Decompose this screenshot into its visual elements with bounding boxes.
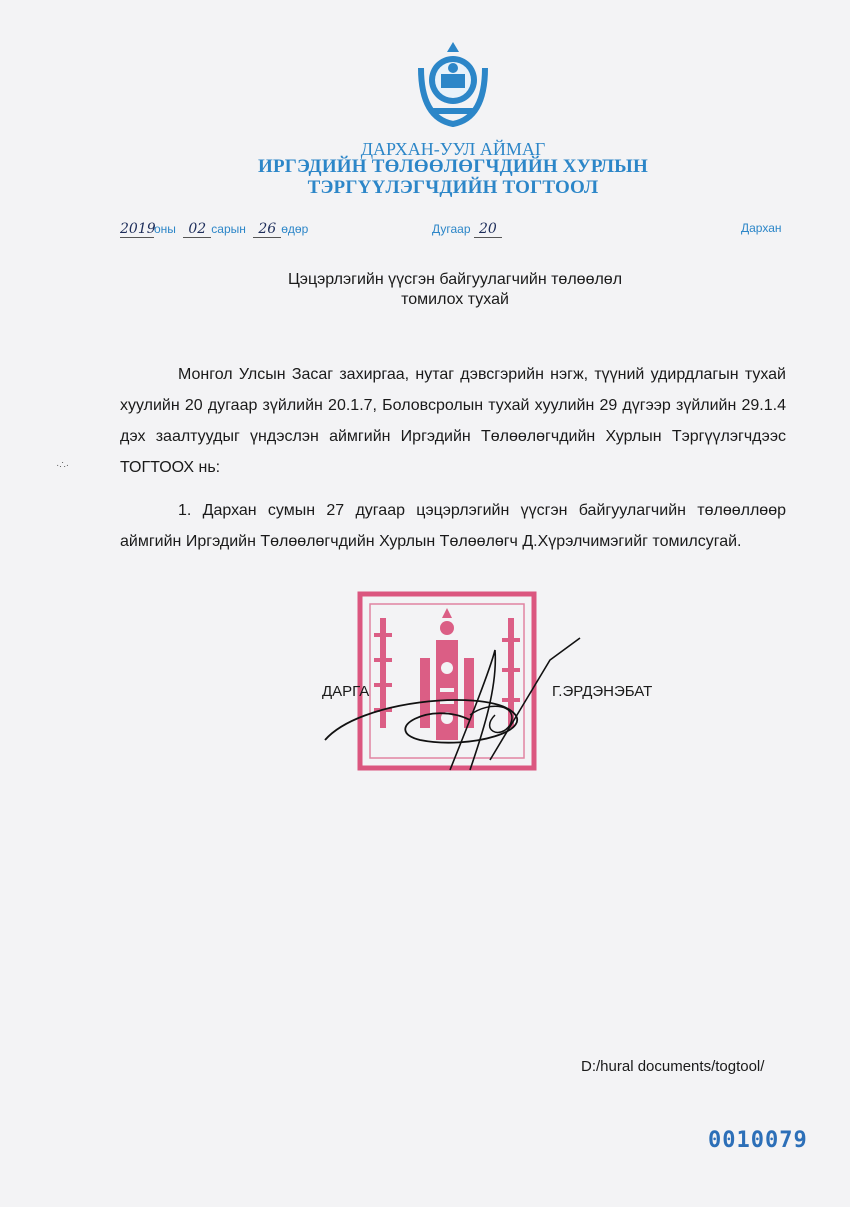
file-path: D:/hural documents/togtool/ xyxy=(581,1058,765,1075)
body-paragraph-1-text: Монгол Улсын Засаг захиргаа, нутаг дэвсгэрийн нэгж, түүний удирдлагын тухай хуулийн 20 дугаар зүйлийн 20.1.7, Боловсролын тухай хуулийн 29 дүгээр зүйлийн 29.1.4 дэх заалтуудыг үндэслэн аймгийн Иргэдийн Төлөөлөгчдийн Хурлын Тэргүүлэгчдээс ТОГТООХ нь: xyxy=(120,366,786,476)
serial-number: 0010079 xyxy=(708,1128,808,1153)
handwritten-signature xyxy=(320,630,590,780)
body-paragraph-1 xyxy=(120,359,786,483)
body-paragraph-2 xyxy=(120,495,786,557)
date-year: 2019 xyxy=(120,221,156,237)
signer-name: Г.ЭРДЭНЭБАТ xyxy=(552,683,653,700)
date-line xyxy=(120,221,308,238)
date-day-label: өдөр xyxy=(281,222,309,236)
signer-title: ДАРГА xyxy=(322,683,370,700)
place-name: Дархан xyxy=(741,221,782,235)
header-resolution: ТЭРГҮҮЛЭГЧДИЙН ТОГТООЛ xyxy=(307,177,599,198)
paper-speck: ·∴· xyxy=(56,460,70,471)
header-council: ИРГЭДИЙН ТӨЛӨӨЛӨГЧДИЙН ХУРЛЫН xyxy=(257,156,649,177)
subject-line-2: томилох тухай xyxy=(401,291,509,308)
date-day: 26 xyxy=(253,221,281,238)
date-month: 02 xyxy=(183,221,211,238)
subject-line-1: Цэцэрлэгийн үүсгэн байгуулагчийн төлөөлөл xyxy=(287,271,623,288)
number-label: Дугаар xyxy=(432,222,471,236)
body-paragraph-2-text: 1. Дархан сумын 27 дугаар цэцэрлэгийн үүсгэн байгуулагчийн төлөөллөөр аймгийн Иргэдийн Төлөөлөгчдийн Хурлын Төлөөлөгч Д.Хүрэлчимэгийг томилсугай. xyxy=(120,502,786,550)
date-month-label: сарын xyxy=(211,222,246,236)
number-line xyxy=(432,221,502,238)
resolution-number: 20 xyxy=(474,221,502,238)
header-aimag: ДАРХАН-УУЛ АЙМАГ xyxy=(360,139,546,159)
date-year-label: оны xyxy=(154,222,176,236)
state-emblem-icon xyxy=(413,38,493,128)
